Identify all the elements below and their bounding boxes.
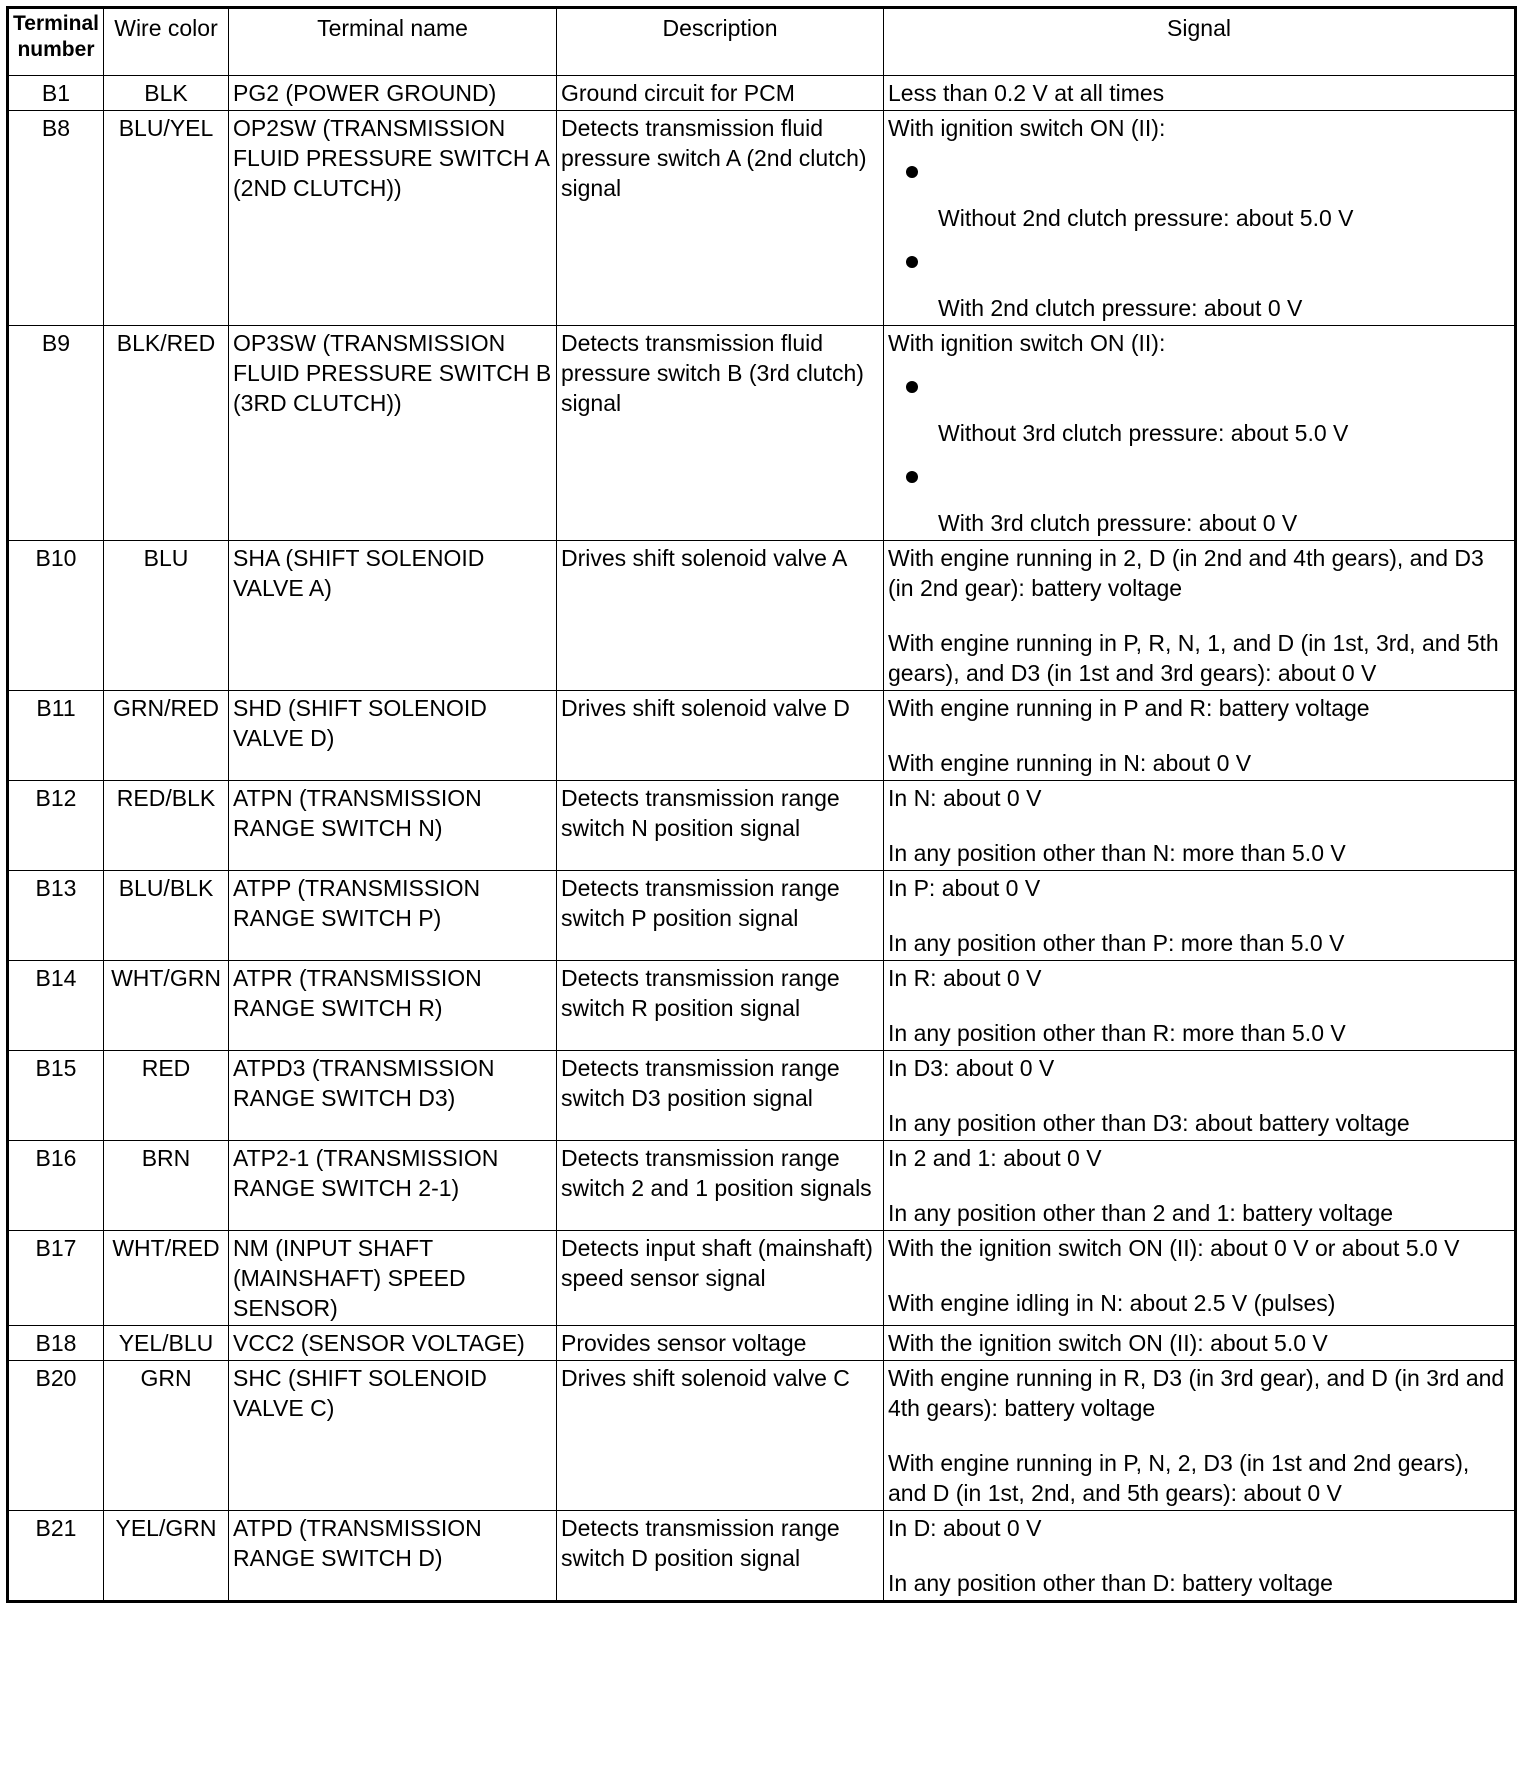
signal-line: With engine running in P, N, 2, D3 (in 1st and 2nd gears), and D (in 1st, 2nd, and 5th gears): about 0 V — [888, 1450, 1470, 1506]
wire-color-cell: WHT/RED — [104, 1231, 229, 1326]
signal-line: With engine running in P, R, N, 1, and D (in 1st, 3rd, and 5th gears), and D3 (in 1st and 3rd gears): about 0 V — [888, 630, 1499, 686]
signal-line: In N: about 0 V — [888, 785, 1042, 811]
terminal-name-cell: OP2SW (TRANSMISSION FLUID PRESSURE SWITCH A (2ND CLUTCH)) — [229, 111, 557, 326]
signal-line: With engine running in 2, D (in 2nd and 4th gears), and D3 (in 2nd gear): battery voltage — [888, 545, 1484, 601]
terminal-name-cell: PG2 (POWER GROUND) — [229, 76, 557, 111]
signal-line: In R: about 0 V — [888, 965, 1042, 991]
table-header-row — [8, 8, 1516, 76]
terminal-name-cell: ATPN (TRANSMISSION RANGE SWITCH N) — [229, 781, 557, 871]
signal-line: With the ignition switch ON (II): about 0 V or about 5.0 V — [888, 1235, 1460, 1261]
table-row — [8, 111, 1516, 326]
signal-line: With engine running in N: about 0 V — [888, 750, 1252, 776]
description-cell: Detects input shaft (mainshaft) speed sensor signal — [557, 1231, 884, 1326]
description-cell: Detects transmission range switch 2 and 1 position signals — [557, 1141, 884, 1231]
terminal-name-cell: ATPD (TRANSMISSION RANGE SWITCH D) — [229, 1511, 557, 1602]
wire-color-cell: RED — [104, 1051, 229, 1141]
table-row — [8, 1141, 1516, 1231]
signal-bullet-text: Without 2nd clutch pressure: about 5.0 V — [938, 205, 1354, 231]
bullet-dot-icon — [906, 381, 918, 393]
table-row — [8, 76, 1516, 111]
description-cell: Drives shift solenoid valve D — [557, 691, 884, 781]
signal-cell — [884, 1141, 1516, 1231]
terminal-number-cell: B21 — [8, 1511, 104, 1602]
description-cell: Drives shift solenoid valve C — [557, 1361, 884, 1511]
wire-color-cell: RED/BLK — [104, 781, 229, 871]
terminal-number-cell: B16 — [8, 1141, 104, 1231]
signal-cell — [884, 1361, 1516, 1511]
terminal-number-cell: B14 — [8, 961, 104, 1051]
signal-cell — [884, 76, 1516, 111]
signal-line: In 2 and 1: about 0 V — [888, 1145, 1102, 1171]
signal-cell — [884, 1511, 1516, 1602]
table-row — [8, 326, 1516, 541]
description-cell: Detects transmission range switch D position signal — [557, 1511, 884, 1602]
description-cell: Provides sensor voltage — [557, 1326, 884, 1361]
signal-cell — [884, 541, 1516, 691]
table-row — [8, 691, 1516, 781]
signal-line: In any position other than R: more than 5.0 V — [888, 1020, 1346, 1046]
description-cell: Detects transmission fluid pressure switch A (2nd clutch) signal — [557, 111, 884, 326]
bullet-dot-icon — [906, 256, 918, 268]
signal-line: In any position other than 2 and 1: battery voltage — [888, 1200, 1394, 1226]
wire-color-cell: WHT/GRN — [104, 961, 229, 1051]
terminal-name-cell: VCC2 (SENSOR VOLTAGE) — [229, 1326, 557, 1361]
signal-line: In any position other than N: more than 5.0 V — [888, 840, 1346, 866]
bullet-icon — [888, 245, 1510, 275]
header-terminal-number: Terminal number — [8, 8, 104, 76]
terminal-name-cell: SHD (SHIFT SOLENOID VALVE D) — [229, 691, 557, 781]
description-cell: Ground circuit for PCM — [557, 76, 884, 111]
terminal-number-cell: B10 — [8, 541, 104, 691]
signal-bullet-text: Without 3rd clutch pressure: about 5.0 V — [938, 420, 1349, 446]
terminal-name-cell: ATPR (TRANSMISSION RANGE SWITCH R) — [229, 961, 557, 1051]
wire-color-cell: BLU/BLK — [104, 871, 229, 961]
bullet-icon — [888, 460, 1510, 490]
terminal-number-cell: B17 — [8, 1231, 104, 1326]
terminal-name-cell: ATPD3 (TRANSMISSION RANGE SWITCH D3) — [229, 1051, 557, 1141]
terminal-number-cell: B12 — [8, 781, 104, 871]
signal-line: Less than 0.2 V at all times — [888, 80, 1165, 106]
signal-line: In any position other than D: battery voltage — [888, 1570, 1333, 1596]
terminal-number-cell: B15 — [8, 1051, 104, 1141]
table-body — [8, 76, 1516, 1602]
description-cell: Detects transmission fluid pressure switch B (3rd clutch) signal — [557, 326, 884, 541]
terminal-name-cell: SHA (SHIFT SOLENOID VALVE A) — [229, 541, 557, 691]
table-row — [8, 781, 1516, 871]
header-terminal-name: Terminal name — [229, 8, 557, 76]
terminal-name-cell: OP3SW (TRANSMISSION FLUID PRESSURE SWITCH B (3RD CLUTCH)) — [229, 326, 557, 541]
terminal-number-cell: B9 — [8, 326, 104, 541]
signal-line: In D3: about 0 V — [888, 1055, 1055, 1081]
wire-color-cell: YEL/GRN — [104, 1511, 229, 1602]
terminal-name-cell: NM (INPUT SHAFT (MAINSHAFT) SPEED SENSOR) — [229, 1231, 557, 1326]
description-cell: Detects transmission range switch R position signal — [557, 961, 884, 1051]
table-row — [8, 541, 1516, 691]
wire-color-cell: BLU — [104, 541, 229, 691]
description-cell: Detects transmission range switch N position signal — [557, 781, 884, 871]
signal-line: With engine running in R, D3 (in 3rd gear), and D (in 3rd and 4th gears): battery voltage — [888, 1365, 1505, 1421]
table-row — [8, 1051, 1516, 1141]
bullet-icon — [888, 155, 1510, 185]
header-description: Description — [557, 8, 884, 76]
terminal-name-cell: ATP2-1 (TRANSMISSION RANGE SWITCH 2-1) — [229, 1141, 557, 1231]
pcm-terminal-table — [6, 6, 1517, 1603]
wire-color-cell: BLU/YEL — [104, 111, 229, 326]
table-row — [8, 1361, 1516, 1511]
terminal-number-cell: B18 — [8, 1326, 104, 1361]
terminal-name-cell: SHC (SHIFT SOLENOID VALVE C) — [229, 1361, 557, 1511]
signal-cell — [884, 781, 1516, 871]
table-row — [8, 1511, 1516, 1602]
wire-color-cell: GRN — [104, 1361, 229, 1511]
terminal-number-cell: B11 — [8, 691, 104, 781]
terminal-number-cell: B13 — [8, 871, 104, 961]
signal-cell — [884, 961, 1516, 1051]
wire-color-cell: BRN — [104, 1141, 229, 1231]
table-row — [8, 1326, 1516, 1361]
terminal-number-cell: B20 — [8, 1361, 104, 1511]
signal-line: In D: about 0 V — [888, 1515, 1042, 1541]
signal-bullet-text: With 3rd clutch pressure: about 0 V — [938, 510, 1298, 536]
description-cell: Detects transmission range switch P position signal — [557, 871, 884, 961]
wire-color-cell: BLK — [104, 76, 229, 111]
signal-line: In any position other than D3: about battery voltage — [888, 1110, 1410, 1136]
signal-cell — [884, 691, 1516, 781]
signal-line: With engine idling in N: about 2.5 V (pulses) — [888, 1290, 1336, 1316]
header-wire-color: Wire color — [104, 8, 229, 76]
signal-cell — [884, 326, 1516, 541]
signal-intro: With ignition switch ON (II): — [888, 330, 1166, 356]
signal-line: In P: about 0 V — [888, 875, 1041, 901]
wire-color-cell: YEL/BLU — [104, 1326, 229, 1361]
header-signal: Signal — [884, 8, 1516, 76]
signal-bullet-text: With 2nd clutch pressure: about 0 V — [938, 295, 1303, 321]
bullet-icon — [888, 370, 1510, 400]
signal-cell — [884, 1326, 1516, 1361]
terminal-number-cell: B8 — [8, 111, 104, 326]
wire-color-cell: BLK/RED — [104, 326, 229, 541]
signal-line: With engine running in P and R: battery voltage — [888, 695, 1370, 721]
description-cell: Drives shift solenoid valve A — [557, 541, 884, 691]
terminal-name-cell: ATPP (TRANSMISSION RANGE SWITCH P) — [229, 871, 557, 961]
signal-intro: With ignition switch ON (II): — [888, 115, 1166, 141]
signal-cell — [884, 1231, 1516, 1326]
table-row — [8, 961, 1516, 1051]
signal-cell — [884, 111, 1516, 326]
terminal-number-cell: B1 — [8, 76, 104, 111]
bullet-dot-icon — [906, 166, 918, 178]
wire-color-cell: GRN/RED — [104, 691, 229, 781]
signal-line: With the ignition switch ON (II): about 5.0 V — [888, 1330, 1328, 1356]
table-row — [8, 871, 1516, 961]
signal-cell — [884, 1051, 1516, 1141]
signal-line: In any position other than P: more than 5.0 V — [888, 930, 1345, 956]
description-cell: Detects transmission range switch D3 position signal — [557, 1051, 884, 1141]
signal-cell — [884, 871, 1516, 961]
bullet-dot-icon — [906, 471, 918, 483]
table-row — [8, 1231, 1516, 1326]
